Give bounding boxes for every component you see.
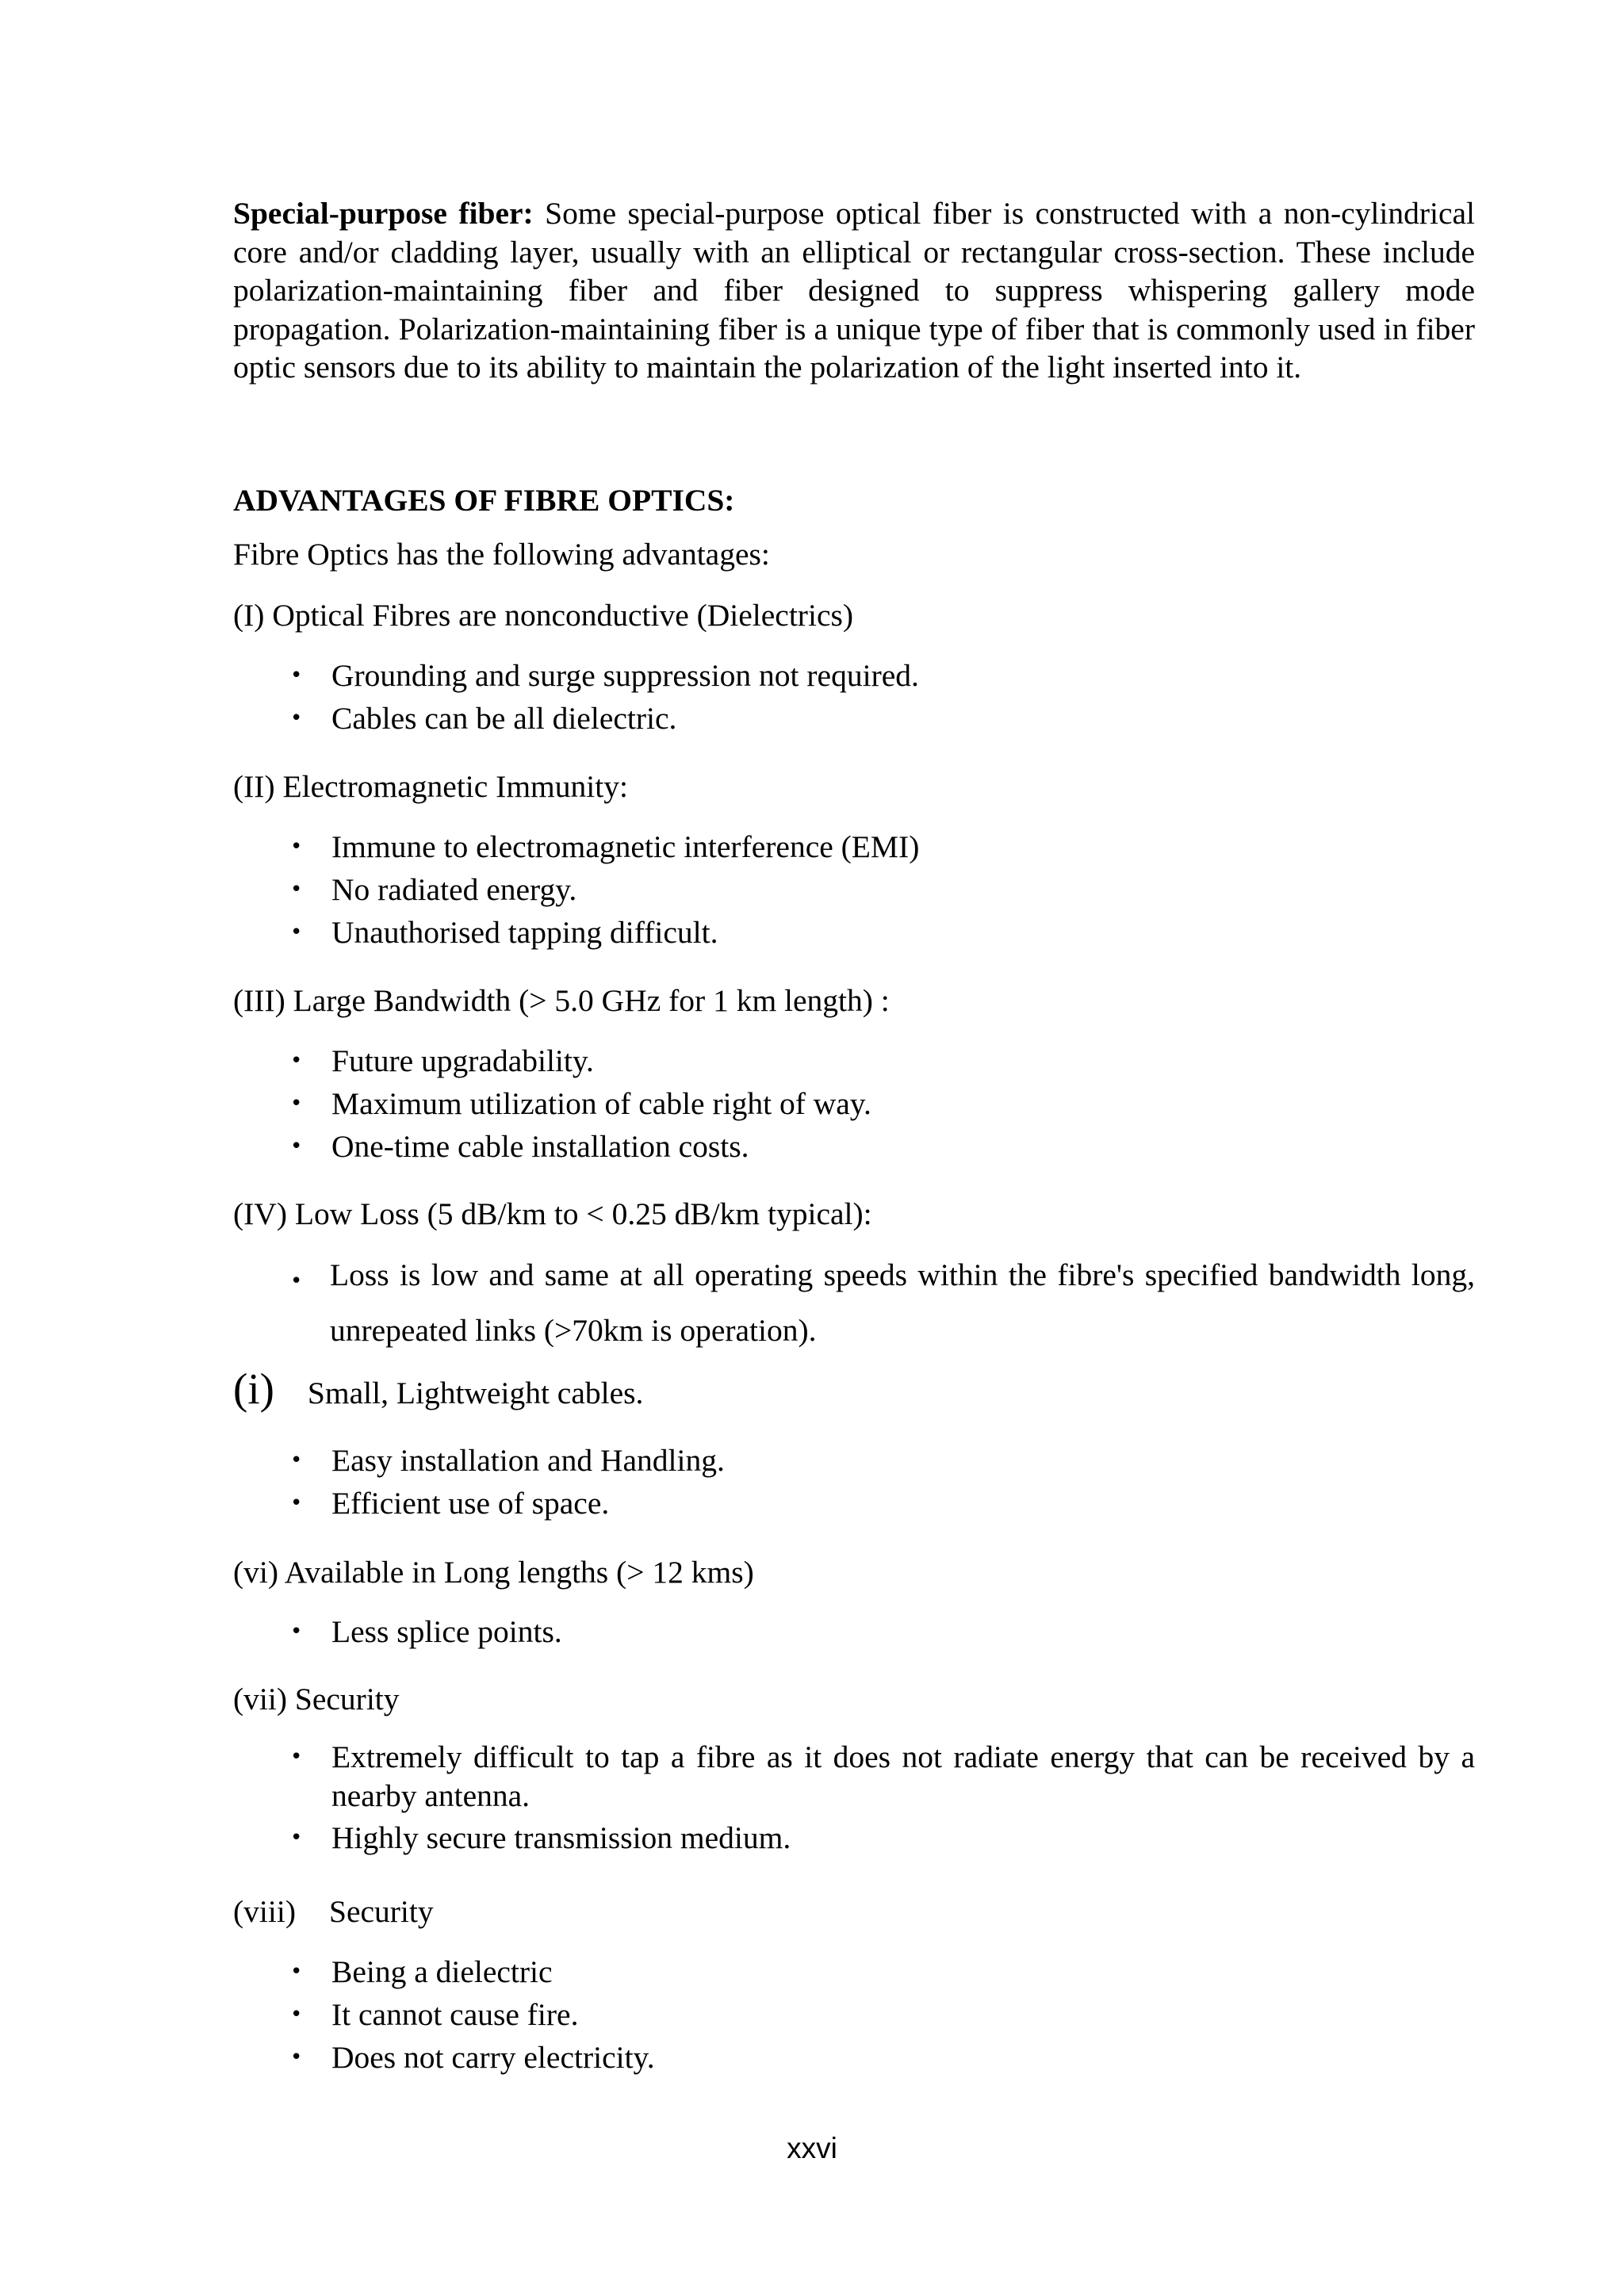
bullet-icon: • xyxy=(290,1049,303,1073)
section-title-text: Small, Lightweight cables. xyxy=(307,1376,644,1410)
bullet-icon: • xyxy=(290,664,303,687)
section-list-vii xyxy=(233,1738,1475,1859)
bullet-icon: • xyxy=(290,1745,303,1769)
bullet-icon: • xyxy=(290,2045,303,2069)
section-list-iii xyxy=(233,1039,1475,1168)
list-item: • Easy installation and Handling. xyxy=(233,1439,1475,1482)
section-list-iv xyxy=(233,1247,1475,1358)
list-item: • No radiated energy. xyxy=(233,868,1475,911)
list-item: • Extremely difficult to tap a fibre as it does not radiate energy that can be received by a nearby antenna. xyxy=(290,1739,1475,1813)
section-title-vi: (vi) Available in Long lengths (> 12 kms) xyxy=(233,1555,754,1590)
list-item: • One-time cable installation costs. xyxy=(233,1125,1475,1168)
section-marker: (viii) xyxy=(233,1894,296,1929)
list-item: • Future upgradability. xyxy=(233,1039,1475,1082)
advantages-heading: ADVANTAGES OF FIBRE OPTICS: xyxy=(233,483,735,518)
section-title-iv: (IV) Low Loss (5 dB/km to < 0.25 dB/km typical): xyxy=(233,1196,872,1231)
list-item: • Unauthorised tapping difficult. xyxy=(233,911,1475,954)
special-fiber-lead: Special-purpose fiber: xyxy=(233,196,534,231)
bullet-icon: • xyxy=(290,878,303,901)
list-item: • Does not carry electricity. xyxy=(233,2036,1475,2079)
section-list-viii xyxy=(233,1950,1475,2079)
bullet-icon: • xyxy=(290,1491,303,1515)
bullet-icon: • xyxy=(290,1620,303,1644)
section-list-vi xyxy=(233,1610,1475,1653)
bullet-icon: • xyxy=(290,1826,303,1850)
list-item: • It cannot cause fire. xyxy=(233,1993,1475,2036)
section-title-viii xyxy=(233,1892,434,1931)
section-title-v xyxy=(233,1365,643,1413)
page-number: xxvi xyxy=(787,2132,837,2164)
bullet-icon: • xyxy=(290,706,303,730)
section-title-i: (I) Optical Fibres are nonconductive (Dielectrics) xyxy=(233,598,853,633)
section-title-text: Security xyxy=(328,1894,434,1929)
special-fiber-text: Some special-purpose optical fiber is constructed with a non-cylindrical core and/or cladding layer, usually with an elliptical or rectangular cross-section. These include polarization-maintaining fiber and fiber designed to suppress whispering gallery mode propagation. Polarization-maintaining fiber is a unique type of fiber that is commonly used in fiber optic sensors due to its ability to maintain the polarization of the light inserted into it. xyxy=(233,196,1475,385)
list-item: • Immune to electromagnetic interference (EMI) xyxy=(233,825,1475,868)
document-page xyxy=(233,194,1475,2075)
list-item: • Loss is low and same at all operating speeds within the fibre's specified bandwidth long, unrepeated links (>70km is operation). xyxy=(233,1247,1475,1358)
advantages-intro: Fibre Optics has the following advantages: xyxy=(233,537,770,572)
list-item: • Maximum utilization of cable right of way. xyxy=(233,1082,1475,1125)
section-title-ii: (II) Electromagnetic Immunity: xyxy=(233,769,628,804)
section-list-i xyxy=(233,654,1475,740)
bullet-icon: • xyxy=(290,1092,303,1115)
list-item: • Grounding and surge suppression not required. xyxy=(233,654,1475,697)
special-fiber-paragraph xyxy=(233,194,1475,387)
bullet-icon: • xyxy=(290,2003,303,2026)
section-list-v xyxy=(233,1439,1475,1525)
bullet-icon: • xyxy=(290,920,303,944)
section-title-vii: (vii) Security xyxy=(233,1682,400,1716)
bullet-icon: • xyxy=(290,835,303,859)
list-item: • Less splice points. xyxy=(233,1610,1475,1653)
bullet-icon: • xyxy=(290,1269,303,1293)
list-item: • Efficient use of space. xyxy=(233,1482,1475,1525)
bullet-icon: • xyxy=(290,1448,303,1472)
section-list-ii xyxy=(233,825,1475,954)
bullet-icon: • xyxy=(290,1960,303,1984)
list-item: • Cables can be all dielectric. xyxy=(233,697,1475,740)
bullet-icon: • xyxy=(290,1135,303,1158)
section-marker: (i) xyxy=(233,1364,274,1413)
list-item: • Being a dielectric xyxy=(233,1950,1475,1993)
section-title-iii: (III) Large Bandwidth (> 5.0 GHz for 1 km length) : xyxy=(233,983,890,1018)
list-item: • Highly secure transmission medium. xyxy=(233,1816,1475,1859)
